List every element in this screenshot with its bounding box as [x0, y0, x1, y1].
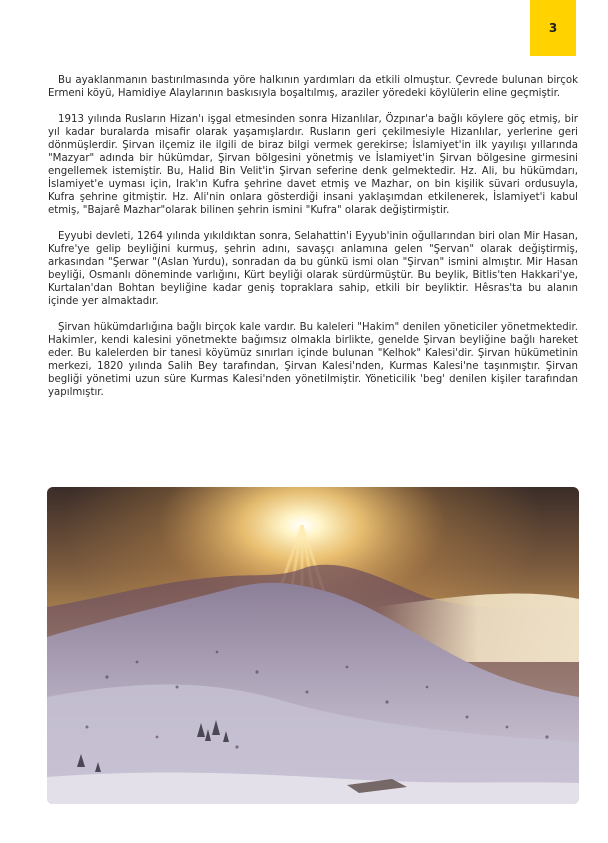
- page-number: 3: [548, 21, 558, 35]
- article-body: [48, 74, 578, 412]
- page-number-tab: [530, 0, 576, 56]
- paragraph-3: Eyyubi devleti, 1264 yılında yıkıldıktan sonra, Selahattin'i Eyyub'inin oğullarından biri olan Mir Hasan, Kufre'ye gelip beyliğini kurmuş, şehrin adını, savaşçı anlamına gelen "Şervan" olarak değiştirmiş, arkasından "Şerwar "(Aslan Yurdu), sonradan da bu günkü ismi olan "Şirvan" ismini almıştır. Mir Hasan beyliği, Osmanlı döneminde varlığını, Kürt beyliği olarak sürdürmüştür. Bu beylik, Bitlis'ten Hakkari'ye, Kurtalan'dan Bohtan beyliğine kadar geniş topraklara sahip, etkili bir beyliktir. Hêsras'ta bu alanın içinde yer almaktadır.: [48, 231, 578, 307]
- paragraph-2: 1913 yılında Rusların Hizan'ı işgal etmesinden sonra Hizanlılar, Özpınar'a bağlı köylere göç etmiş, bir yıl kadar buralarda misafir olarak yaşamışlardır. Rusların geri çekilmesiyle Hizanlılar, yerlerine geri dönmüşlerdir. Şirvan ilçemiz ile ilgili de biraz bilgi vermek gerekirse; İslamiyet'in ilk yayılışı yıllarında "Mazyar" adında bir hükümdar, Şirvan bölgesini yönetmiş ve İslamiyet'in Şirvan bölgesine girmesini engellemek istemiştir. Bu, Halid Bin Velit'in Şirvan seferine denk gelmektedir. Hz. Ali, bu hükümdarı, İslamiyet'e uyması için, Irak'ın Kufra şehrine davet etmiş ve Mazhar, on bin kişilik süvari ordusuyla, Kufra şehrine gitmiştir. Hz. Ali'nin onlara gösterdiği insani yaklaşımdan etkilenerek, İslamiyet'i kabul etmiş, "Bajarê Mazhar"olarak bilinen şehrin ismini "Kufra" olarak değiştirmiştir.: [48, 114, 578, 216]
- paragraph-1: Bu ayaklanmanın bastırılmasında yöre halkının yardımları da etkili olmuştur. Çevrede bulunan birçok Ermeni köyü, Hamidiye Alaylarının baskısıyla boşaltılmış, araziler yöredeki köylülerin eline geçmiştir.: [48, 75, 578, 99]
- sunset-mountain-image: [47, 487, 579, 804]
- sunset-mountain-photo: [47, 487, 579, 804]
- paragraph-4: Şirvan hükümdarlığına bağlı birçok kale vardır. Bu kaleleri "Hakim" denilen yöneticiler yönetmektedir. Hakimler, kendi kalesini yönetmekte bağımsız olmakla birlikte, genelde Şirvan beyliğine bağlı hareket eder. Bu kalelerden bir tanesi köyümüz sınırları içinde bulunan "Kelhok" Kalesi'dir. Şirvan hükümetinin merkezi, 1820 yılında Salih Bey tarafından, Şirvan Kalesi'nden, Kurmas Kalesi'ne taşınmıştır. Şirvan begliği yönetimi uzun süre Kurmas Kalesi'nden yönetilmiştir. Yöneticilik 'beg' denilen kişiler tarafından yapılmıştır.: [48, 322, 578, 398]
